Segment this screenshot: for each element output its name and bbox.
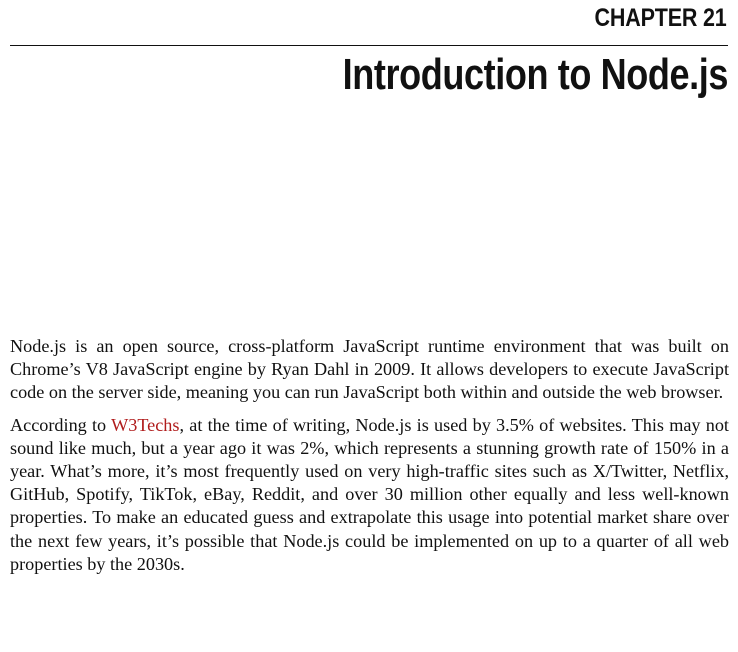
w3techs-link[interactable]: W3Techs — [111, 414, 180, 435]
chapter-number: CHAPTER 21 — [594, 4, 727, 32]
chapter-title: Introduction to Node.js — [342, 50, 728, 99]
paragraph-usage — [10, 414, 729, 576]
chapter-divider — [10, 45, 728, 46]
chapter-body — [10, 335, 729, 585]
paragraph-intro: Node.js is an open source, cross-platform JavaScript runtime environment that was built on Chrome’s V8 JavaScript engine by Ryan Dahl in 2009. It allows developers to execute JavaScript code on the server side, meaning you can run JavaScript both within and outside the web browser. — [10, 336, 729, 403]
paragraph-usage-lead: According to — [10, 414, 112, 435]
paragraph-usage-rest: , at the time of writing, Node.js is used by 3.5% of websites. This may not sound like much, but a year ago it was 2%, which represents a stunning growth rate of 150% in a year. What’s more, it’s most frequently used on very high-traffic sites such as X/Twitter, Netflix, GitHub, Spotify, TikTok, eBay, Reddit, and over 30 million other equally and less well-known properties. To make an educated guess and extrapolate this usage into potential market share over the next few years, it’s possible that Node.js could be implemented on up to a quarter of all web properties by the 2030s. — [10, 414, 729, 574]
